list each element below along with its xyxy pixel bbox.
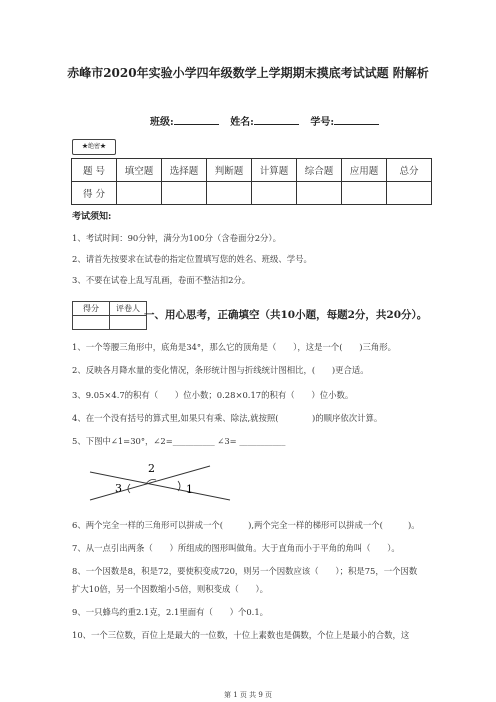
score-header-cell: 应用题	[342, 159, 387, 182]
grader-name-label: 评卷人	[110, 302, 147, 316]
question-item: 9、一只蜂鸟约重2.1克，2.1里面有（ ）个0.1。	[72, 607, 269, 617]
angle-label-1: 1	[186, 483, 193, 496]
section-title: 一、用心思考，正确填空（共10小题，每题2分，共20分）。	[144, 309, 428, 321]
score-header-cell: 综合题	[297, 159, 342, 182]
score-cell[interactable]	[252, 182, 297, 205]
page-footer: 第 1 页 共 9 页	[223, 691, 273, 699]
student-info-line	[150, 113, 387, 128]
angle-label-3: 3	[115, 482, 122, 495]
number-label: 学号:	[310, 117, 335, 128]
note-item: 2、请首先按要求在试卷的指定位置填写您的姓名、班级、学号。	[72, 254, 312, 264]
score-table-row	[72, 182, 432, 205]
score-cell[interactable]	[117, 182, 162, 205]
note-item: 1、考试时间：90分钟，满分为100分（含卷面分2分）。	[72, 233, 281, 243]
score-header-cell: 总分	[387, 159, 432, 182]
question-item: 5、下图中∠1=30°，∠2=__________ ∠3= ___________	[72, 436, 286, 446]
score-header-cell: 选择题	[162, 159, 207, 182]
score-cell[interactable]	[207, 182, 252, 205]
number-blank	[334, 114, 379, 125]
question-item: 6、两个完全一样的三角形可以拼成一个( ),两个完全一样的梯形可以拼成一个( )。	[72, 520, 420, 530]
score-row-label: 得 分	[72, 182, 117, 205]
name-label: 姓名:	[230, 117, 254, 128]
notes-title: 考试须知:	[72, 212, 112, 222]
class-blank	[174, 114, 219, 125]
score-table	[71, 158, 432, 205]
grader-name-cell[interactable]	[110, 316, 147, 330]
score-cell[interactable]	[162, 182, 207, 205]
score-cell[interactable]	[342, 182, 387, 205]
grader-box	[72, 301, 147, 330]
note-item: 3、不要在试卷上乱写乱画，卷面不整洁扣2分。	[72, 275, 251, 285]
score-header-cell: 题 号	[72, 159, 117, 182]
question-item: 7、从一点引出两条（ ）所组成的图形叫做角。大于直角而小于平角的角叫（ ）。	[72, 543, 400, 553]
score-table-header-row	[72, 159, 432, 182]
question-item: 3、9.05×4.7的积有（ ）位小数；0.28×0.17的积有（ ）位小数。	[72, 390, 354, 400]
question-item: 8、一个因数是8，积是72，要使积变成720，则另一个因数应该（ ）；积是75，一个因数	[72, 566, 418, 576]
question-item: 4、在一个没有括号的算式里,如果只有乘、除法,就按照( )的顺序依次计算。	[72, 413, 383, 423]
grader-score-cell[interactable]	[73, 316, 110, 330]
class-label: 班级:	[150, 117, 174, 128]
page-title: 赤峰市2020年实验小学四年级数学上学期期末摸底考试试题 附解析	[67, 66, 429, 80]
question-item: 10、一个三位数，百位上是最大的一位数，十位上素数也是偶数，个位上是最小的合数，这	[72, 630, 410, 640]
secret-tag: ★绝密★	[72, 139, 116, 155]
question-item: 扩大10倍，另一个因数缩小5倍，则积变成（ ）。	[72, 584, 269, 594]
question-item: 2、反映各月降水量的变化情况，条形统计图与折线统计图相比，( )更合适。	[72, 365, 369, 375]
score-cell[interactable]	[387, 182, 432, 205]
score-header-cell: 填空题	[117, 159, 162, 182]
score-header-cell: 计算题	[252, 159, 297, 182]
question-item: 1、一个等腰三角形中，底角是34°，那么它的顶角是（ ），这是一个( )三角形。	[72, 342, 397, 352]
angle-label-2: 2	[148, 462, 155, 475]
score-header-cell: 判断题	[207, 159, 252, 182]
angle-figure	[86, 460, 236, 504]
name-blank	[254, 114, 299, 125]
figure-line-a	[90, 472, 230, 500]
grader-score-label: 得分	[73, 302, 110, 316]
score-cell[interactable]	[297, 182, 342, 205]
